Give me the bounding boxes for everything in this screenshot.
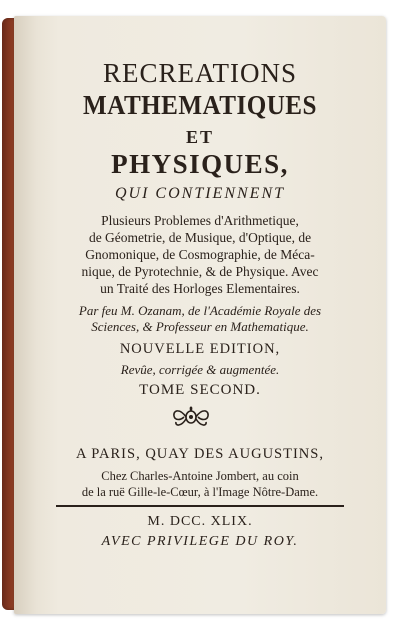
publication-year: M. DCC. XLIX. — [147, 514, 253, 529]
royal-privilege: AVEC PRIVILEGE DU ROY. — [101, 534, 299, 549]
contents-line-1: Plusieurs Problemes d'Arithmetique, — [101, 213, 299, 228]
volume-label: TOME SECOND. — [139, 382, 261, 398]
revision-note: Revûe, corrigée & augmentée. — [120, 362, 280, 377]
imprint-line-2: de la ruë Gille-le-Cœur, à l'Image Nôtre-Dame. — [81, 485, 319, 499]
author-line-1: Par feu M. Ozanam, de l'Académie Royale des — [78, 303, 322, 318]
title-page — [14, 16, 386, 614]
contents-line-2: de Géometrie, de Musique, d'Optique, de — [88, 230, 312, 245]
imprint-place: A PARIS, QUAY DES AUGUSTINS, — [76, 446, 324, 462]
contents-line-4: nique, de Pyrotechnie, & de Physique. Avec — [81, 264, 319, 279]
contents-line-3: Gnomonique, de Cosmographie, de Méca- — [85, 247, 315, 262]
contents-line-5: un Traité des Horloges Elementaires. — [100, 281, 300, 296]
printers-ornament-icon — [170, 404, 212, 430]
subtitle: QUI CONTIENNENT — [114, 185, 286, 202]
imprint-line-1: Chez Charles-Antoine Jombert, au coin — [101, 469, 299, 483]
title-line-4: PHYSIQUES, — [111, 149, 289, 179]
imprint-rule — [56, 505, 344, 507]
author-line-2: Sciences, & Professeur en Mathematique. — [91, 319, 309, 334]
title-line-1: RECREATIONS — [102, 58, 297, 88]
title-line-2: MATHEMATIQUES — [83, 90, 317, 120]
title-page-content — [14, 16, 386, 614]
title-line-3: ET — [185, 127, 214, 147]
edition-label: NOUVELLE EDITION, — [119, 341, 281, 357]
